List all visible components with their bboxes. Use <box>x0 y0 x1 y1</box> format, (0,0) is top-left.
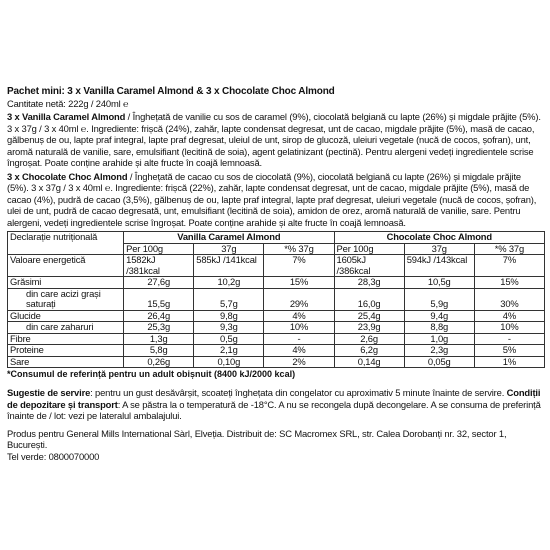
storage-text: : A se păstra la o temperatură de -18°C. A nu se recongela după decongelare. A se consuma de preferință înainte de / lot: vezi pe lateralul ambalajului. <box>7 398 541 421</box>
cell: 0,05g <box>404 356 474 368</box>
producer-info <box>7 428 545 463</box>
row-label: din care acizi grași saturați <box>8 288 124 310</box>
chocolate-name: 3 x Chocolate Choc Almond <box>7 170 128 182</box>
chocolate-description <box>7 171 545 229</box>
cell: 7% <box>474 255 544 277</box>
subheader: 37g <box>404 243 474 255</box>
cell: - <box>474 333 544 345</box>
row-label: Fibre <box>8 333 124 345</box>
cell: 2% <box>264 356 334 368</box>
cell: 5,9g <box>404 288 474 310</box>
cell: 594kJ /143kcal <box>404 255 474 277</box>
row-label: Sare <box>8 356 124 368</box>
subheader: Per 100g <box>124 243 194 255</box>
serving-text: : pentru un gust desăvârșit, scoateți înghețata din congelator cu aproximativ 5 minute înainte de servire. <box>90 387 505 398</box>
cell: 26,4g <box>124 310 194 322</box>
row-label: Glucide <box>8 310 124 322</box>
table-row <box>8 356 545 368</box>
cell: 0,10g <box>194 356 264 368</box>
cell: 0,26g <box>124 356 194 368</box>
row-label: Proteine <box>8 345 124 357</box>
nutrition-table <box>7 231 545 368</box>
cell: 7% <box>264 255 334 277</box>
cell: 4% <box>264 345 334 357</box>
table-row <box>8 322 545 334</box>
row-label: Grăsimi <box>8 277 124 289</box>
cell: 27,6g <box>124 277 194 289</box>
phone-line: Tel verde: 0800070000 <box>7 450 100 462</box>
vanilla-ingredients: 3 x 37g / 3 x 40ml ℮. Ingrediente: frișcă (24%), zahăr, lapte condensat degresat, unt de cacao, migdale prăjite (5%), masă de cacao, gălbenuș de ou, lapte praf integral, lapte praf degresat, uleiul de unt, sirop de glucoză, uleiuri vegetale (nucă de cocos, șofran), unt, aromă naturală de vanilie, sare, emulsifiant (lecitină de soia), agent gelatinizant (pectină). Pentru alergeni vedeți ingredientele scrise îngroșat. Poate conține arahide și alte fructe în coajă lemnoasă. <box>7 122 535 168</box>
net-quantity: Cantitate netă: 222g / 240ml ℮ <box>7 97 129 109</box>
subheader: *% 37g <box>264 243 334 255</box>
cell: 2,1g <box>194 345 264 357</box>
cell: 1605kJ /386kcal <box>334 255 404 277</box>
cell: 1,0g <box>404 333 474 345</box>
serving-label: Sugestie de servire <box>7 387 91 398</box>
declaration-label: Declarație nutrițională <box>8 232 124 255</box>
cell: 29% <box>264 288 334 310</box>
table-row <box>8 333 545 345</box>
chocolate-desc: / Înghețată de cacao cu sos de ciocolată (9%), ciocolată belgiană cu lapte (26%) și migdale prăjite (5%). <box>7 170 521 193</box>
producer-line: Produs pentru General Mills International Sàrl, Elveția. Distribuit de: SC Macromex SRL, str. Calea Dorobanți nr. 32, sector 1, București. <box>7 427 507 450</box>
cell: 5% <box>474 345 544 357</box>
vanilla-column-header: Vanilla Caramel Almond <box>124 232 334 244</box>
cell: 1,3g <box>124 333 194 345</box>
subheader: *% 37g <box>474 243 544 255</box>
cell: 2,6g <box>334 333 404 345</box>
serving-suggestion <box>7 387 545 422</box>
row-label: din care zaharuri <box>8 322 124 334</box>
cell: 30% <box>474 288 544 310</box>
cell: 15% <box>264 277 334 289</box>
cell: 4% <box>264 310 334 322</box>
reference-footnote: *Consumul de referință pentru un adult obișnuit (8400 kJ/2000 kcal) <box>7 369 296 379</box>
cell: 1582kJ /381kcal <box>124 255 194 277</box>
cell: 2,3g <box>404 345 474 357</box>
label-document <box>7 86 545 462</box>
cell: 9,3g <box>194 322 264 334</box>
chocolate-column-header: Chocolate Choc Almond <box>334 232 544 244</box>
vanilla-desc: / Înghețată de vanilie cu sos de caramel (9%), ciocolată belgiană cu lapte (26%) și migdale prăjite (5%). <box>125 111 541 122</box>
cell: - <box>264 333 334 345</box>
cell: 10% <box>264 322 334 334</box>
vanilla-name: 3 x Vanilla Caramel Almond <box>7 111 126 122</box>
cell: 5,7g <box>194 288 264 310</box>
subheader: 37g <box>194 243 264 255</box>
cell: 28,3g <box>334 277 404 289</box>
table-row <box>8 310 545 322</box>
cell: 9,8g <box>194 310 264 322</box>
cell: 9,4g <box>404 310 474 322</box>
cell: 15,5g <box>124 288 194 310</box>
cell: 10,2g <box>194 277 264 289</box>
table-row <box>8 288 545 310</box>
cell: 0,14g <box>334 356 404 368</box>
cell: 6,2g <box>334 345 404 357</box>
table-row <box>8 277 545 289</box>
row-label: Valoare energetică <box>8 255 124 277</box>
cell: 10% <box>474 322 544 334</box>
cell: 4% <box>474 310 544 322</box>
cell: 585kJ /141kcal <box>194 255 264 277</box>
subheader: Per 100g <box>334 243 404 255</box>
cell: 1% <box>474 356 544 368</box>
cell: 0,5g <box>194 333 264 345</box>
cell: 10,5g <box>404 277 474 289</box>
cell: 16,0g <box>334 288 404 310</box>
pack-title: Pachet mini: 3 x Vanilla Caramel Almond & 3 x Chocolate Choc Almond <box>7 86 335 97</box>
vanilla-description <box>7 111 545 169</box>
cell: 15% <box>474 277 544 289</box>
table-row <box>8 345 545 357</box>
cell: 5,8g <box>124 345 194 357</box>
table-row <box>8 255 545 277</box>
cell: 25,4g <box>334 310 404 322</box>
cell: 23,9g <box>334 322 404 334</box>
cell: 8,8g <box>404 322 474 334</box>
chocolate-ingredients: 3 x 37g / 3 x 40ml ℮. Ingrediente: frișcă (22%), zahăr, lapte condensat degresat, unt de cacao, migdale prăjite (5%), masă de cacao (4%), pudră de cacao (3,5%), gălbenuș de ou, lapte praf integral, lapte praf degresat, uleiuri vegetale (nucă de cocos, șofran), ulei de unt, pudră de cacao degresată, unt, emulsifiant (lecitină de soia), amidon de orez, aromă naturală de vanilie, sare. Pentru alergeni, vedeți ingredientele scrise îngroșat. Poate conține arahide și alte fructe în coajă lemnoasă. <box>7 182 537 228</box>
cell: 25,3g <box>124 322 194 334</box>
storage-label: Condiții de depozitare și transport <box>7 387 541 410</box>
